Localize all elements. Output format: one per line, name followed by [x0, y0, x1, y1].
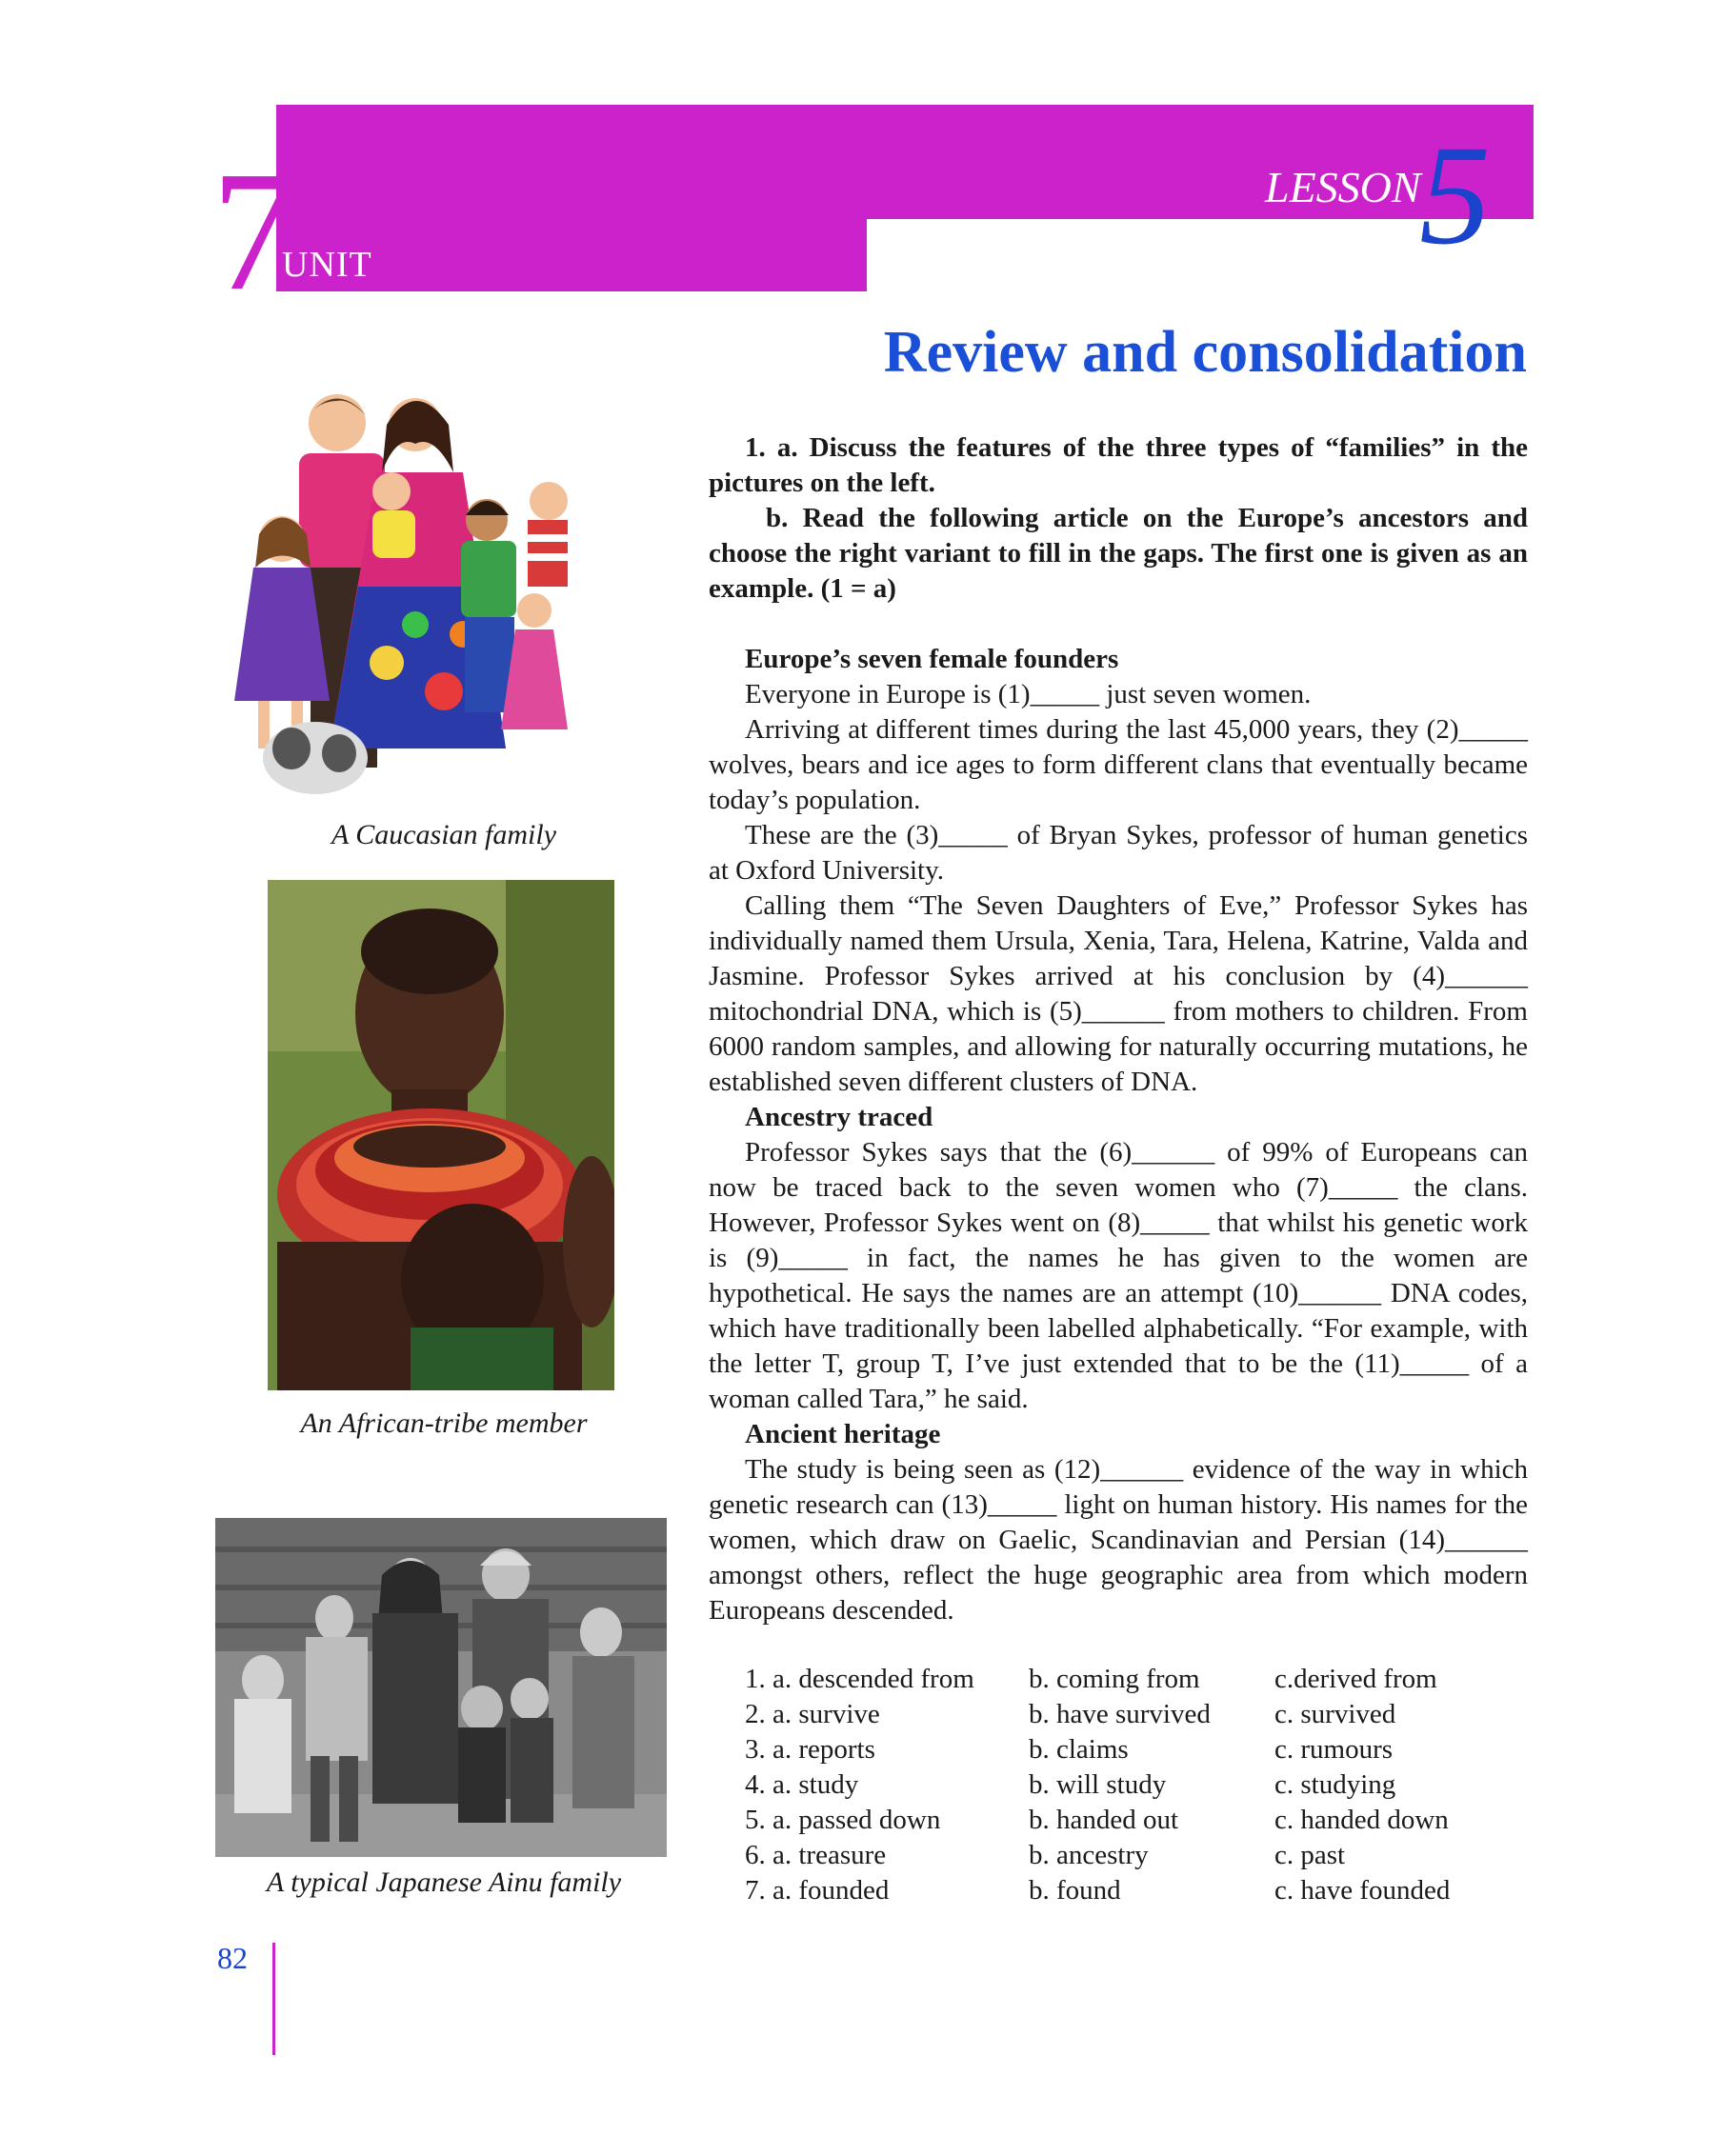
choice-b: b. will study [1029, 1769, 1167, 1800]
choice-a: 6. a. treasure [745, 1840, 887, 1870]
unit-number: 7 [211, 136, 297, 326]
article-heading-founders: Europe’s seven female founders [745, 644, 1119, 674]
task-b: b. Read the following article on the Europe’s ancestors and choose the right variant to fill in the gaps. The first one is given as an example. (1 = a) [709, 503, 1528, 604]
choice-c: c.derived from [1274, 1664, 1437, 1694]
caption-caucasian-family: A Caucasian family [331, 819, 557, 850]
choice-b: b. handed out [1029, 1805, 1179, 1835]
choice-b: b. have survived [1029, 1699, 1211, 1729]
choice-row [745, 1697, 1503, 1732]
african-tribe-member-picture [268, 880, 614, 1390]
choice-row [745, 1873, 1503, 1908]
choice-b: b. claims [1029, 1734, 1129, 1765]
page-title: Review and consolidation [883, 320, 1527, 385]
article-heading-heritage: Ancient heritage [745, 1419, 941, 1449]
choice-a: 4. a. study [745, 1769, 859, 1800]
choice-row [745, 1732, 1503, 1767]
caption-ainu-family: A typical Japanese Ainu family [266, 1867, 622, 1898]
choice-row [745, 1662, 1503, 1697]
choice-row [745, 1803, 1503, 1838]
lesson-number: 5 [1419, 116, 1491, 274]
lesson-label: LESSON [1265, 163, 1421, 211]
article-paragraph: Professor Sykes says that the (6)______ of 99% of Europeans can now be traced back to the seven women who (7)_____ the clans. However, Professor Sykes went on (8)_____ that whilst his genetic work is (9)_____ in fact, the names he has given to the women are hypothetical. He says the names are an attempt (10)______ DNA codes, which have traditionally been labelled alphabetically. “For example, with the letter T, group T, I’ve just extended that to be the (11)_____ of a woman called Tara,” he said. [709, 1137, 1528, 1414]
article-paragraph: Arriving at different times during the last 45,000 years, they (2)_____ wolves, bears and ice ages to form different clans that eventually became today’s population. [709, 714, 1528, 815]
choice-row [745, 1767, 1503, 1803]
article-paragraph: These are the (3)_____ of Bryan Sykes, professor of human genetics at Oxford University. [709, 820, 1528, 886]
choice-c: c. past [1274, 1840, 1346, 1870]
choice-a: 7. a. founded [745, 1875, 890, 1906]
choice-b: b. coming from [1029, 1664, 1200, 1694]
task-a: 1. a. Discuss the features of the three types of “families” in the pictures on the left. [709, 432, 1528, 498]
answer-choices [745, 1662, 1503, 1908]
choice-b: b. ancestry [1029, 1840, 1149, 1870]
choice-c: c. rumours [1274, 1734, 1394, 1765]
choice-c: c. studying [1274, 1769, 1396, 1800]
caption-african-tribe-member: An African-tribe member [300, 1407, 588, 1439]
choice-a: 5. a. passed down [745, 1805, 941, 1835]
article-paragraph: The study is being seen as (12)______ evidence of the way in which genetic research can (13)_____ light on human history. His names for the women, which draw on Gaelic, Scandinavian and Persian (14)______ amongst others, reflect the huge geographic area from which modern Europeans descended. [709, 1454, 1528, 1626]
choice-c: c. have founded [1274, 1875, 1451, 1906]
choice-row [745, 1838, 1503, 1873]
unit-label: UNIT [282, 245, 372, 285]
article-heading-ancestry: Ancestry traced [745, 1102, 933, 1132]
page-number-divider [272, 1943, 275, 2055]
page-number: 82 [217, 1941, 248, 1975]
choice-a: 2. a. survive [745, 1699, 880, 1729]
choice-c: c. handed down [1274, 1805, 1449, 1835]
article-paragraph: Everyone in Europe is (1)_____ just seven women. [745, 679, 1312, 709]
caucasian-family-picture [225, 377, 568, 806]
choice-c: c. survived [1274, 1699, 1396, 1729]
article-paragraph: Calling them “The Seven Daughters of Eve,” Professor Sykes has individually named them Ursula, Xenia, Tara, Helena, Katrine, Valda and Jasmine. Professor Sykes arrived at his conclusion by (4)______ mitochondrial DNA, which is (5)______ from mothers to children. From 6000 random samples, and allowing for naturally occurring mutations, he established seven different clusters of DNA. [709, 890, 1528, 1097]
exercise-text [709, 430, 1528, 1628]
choice-a: 3. a. reports [745, 1734, 875, 1765]
ainu-family-picture [215, 1518, 667, 1857]
choice-a: 1. a. descended from [745, 1664, 974, 1694]
choice-b: b. found [1029, 1875, 1121, 1906]
